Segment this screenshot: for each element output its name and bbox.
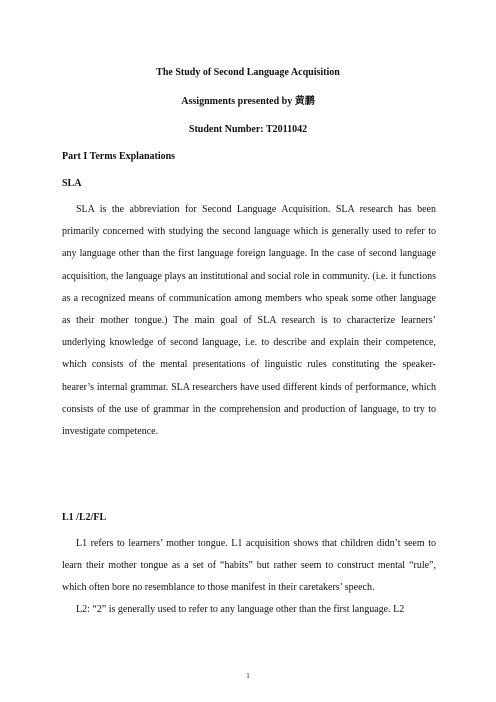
part-heading: Part I Terms Explanations (62, 151, 176, 162)
section-heading-l1-l2-fl: L1 /L2/FL (62, 512, 107, 523)
page-number: 1 (246, 672, 250, 680)
assignment-line: Assignments presented by 黄鹏 (181, 96, 315, 107)
section-heading-sla: SLA (62, 178, 82, 189)
sla-paragraph: SLA is the abbreviation for Second Language Acquisition. SLA research has been primarily concerned with studying the second language which is generally used to refer to any language other than the first language foreign language. In the case of second language acquisition, the language plays an institutional and social role in community. (i.e. it functions as a recognized means of communication among members who speak some other language as their mother tongue.) The main goal of SLA research is to characterize learners’ underlying knowledge of second language, i.e. to describe and explain their competence, which consists of the mental presentations of linguistic rules constituting the speaker-hearer’s internal grammar. SLA researchers have used different kinds of performance, which consists of the use of grammar in the comprehension and production of language, to try to investigate competence. (62, 204, 436, 438)
document-title: The Study of Second Language Acquisition (156, 67, 340, 78)
student-number: Student Number: T2011042 (188, 124, 308, 135)
l2-paragraph: L2: “2” is generally used to refer to any language other than the first language. L2 (76, 604, 405, 615)
l1-paragraph: L1 refers to learners’ mother tongue. L1 acquisition shows that children didn’t seem to learn their mother tongue as a set of “habits” but rather seem to construct mental “rule”, which often bore no resemblance to those manifest in their caretakers’ speech. (62, 538, 436, 594)
